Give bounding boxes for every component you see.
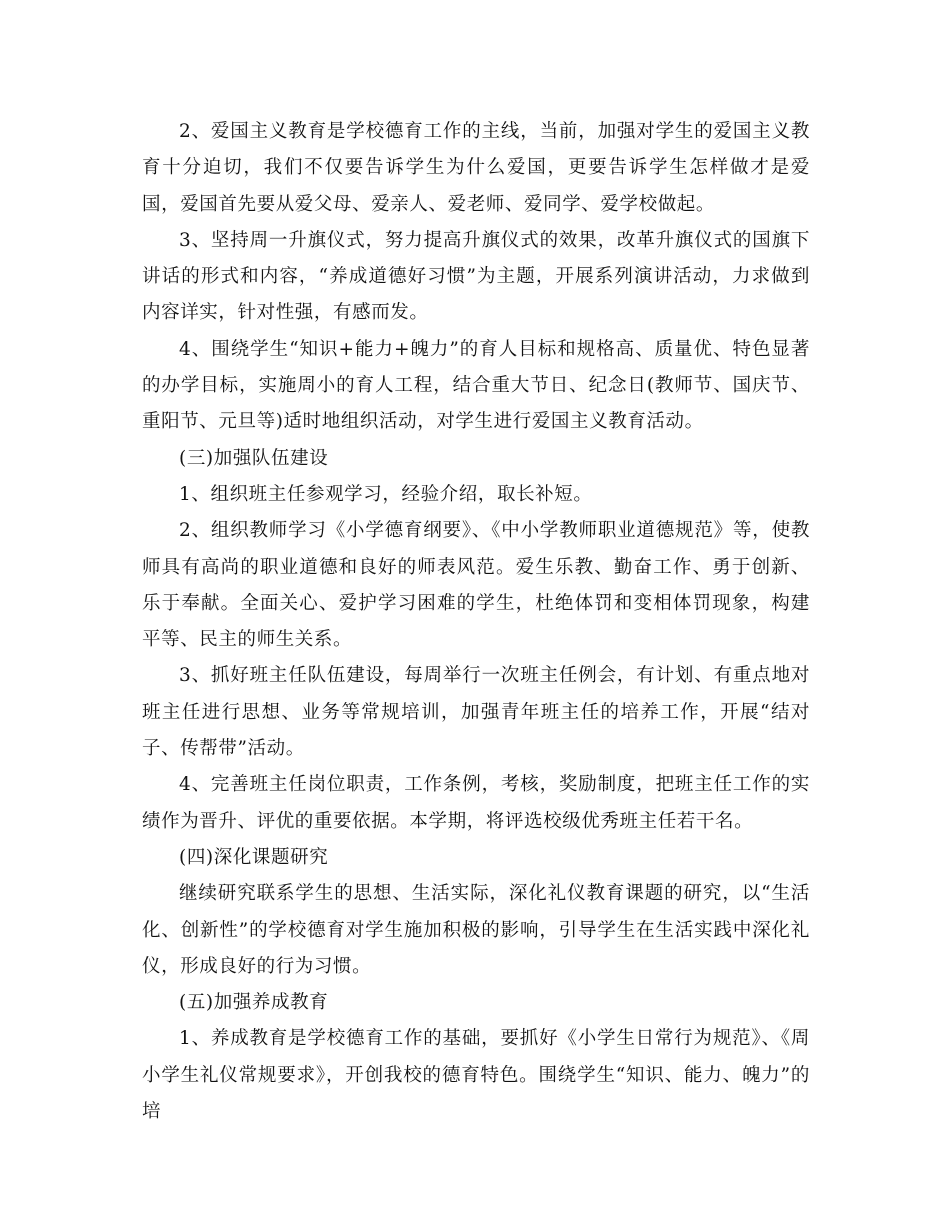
paragraph-habit-education: 1、养成教育是学校德育工作的基础，要抓好《小学生日常行为规范》、《周小学生礼仪常规要求》，开创我校的德育特色。围绕学生“知识、能力、魄力”的培 <box>142 1028 810 1123</box>
paragraph-flag-ceremony: 3、坚持周一升旗仪式，努力提高升旗仪式的效果，改革升旗仪式的国旗下讲话的形式和内容，“养成道德好习惯”为主题，开展系列演讲活动，力求做到内容详实，针对性强，有感而发。 <box>142 229 810 324</box>
paragraph-class-teacher-duties: 4、完善班主任岗位职责，工作条例，考核，奖励制度，把班主任工作的实绩作为晋升、评优的重要依据。本学期，将评选校级优秀班主任若干名。 <box>142 774 810 832</box>
section-heading-habit-education: (五)加强养成教育 <box>179 992 329 1014</box>
paragraph-teacher-ethics: 2、组织教师学习《小学德育纲要》、《中小学教师职业道德规范》等，使教师具有高尚的职业道德和良好的师表风范。爱生乐教、勤奋工作、勇于创新、乐于奉献。全面关心、爱护学习困难的学生，杜绝体罚和变相体罚现象，构建平等、民主的师生关系。 <box>142 520 810 651</box>
section-heading-research: (四)深化课题研究 <box>179 846 329 868</box>
paragraph-education-goals: 4、围绕学生“知识+能力+魄力”的育人目标和规格高、质量优、特色显著的办学目标，实施周小的育人工程，结合重大节日、纪念日(教师节、国庆节、重阳节、元旦等)适时地组织活动，对学生进行爱国主义教育活动。 <box>142 338 810 433</box>
document-body <box>142 114 810 1130</box>
paragraph-patriotic-education: 2、爱国主义教育是学校德育工作的主线，当前，加强对学生的爱国主义教育十分迫切，我们不仅要告诉学生为什么爱国，更要告诉学生怎样做才是爱国，爱国首先要从爱父母、爱亲人、爱老师、爱同学、爱学校做起。 <box>142 121 810 215</box>
section-heading-team-building: (三)加强队伍建设 <box>179 447 329 469</box>
paragraph-teacher-visits: 1、组织班主任参观学习，经验介绍，取长补短。 <box>179 483 593 505</box>
paragraph-etiquette-research: 继续研究联系学生的思想、生活实际，深化礼仪教育课题的研究，以“生活化、创新性”的学校德育对学生施加积极的影响，引导学生在生活实践中深化礼仪，形成良好的行为习惯。 <box>142 883 810 977</box>
paragraph-class-teacher-training: 3、抓好班主任队伍建设，每周举行一次班主任例会，有计划、有重点地对班主任进行思想、业务等常规培训，加强青年班主任的培养工作，开展“结对子、传帮带”活动。 <box>142 665 810 760</box>
